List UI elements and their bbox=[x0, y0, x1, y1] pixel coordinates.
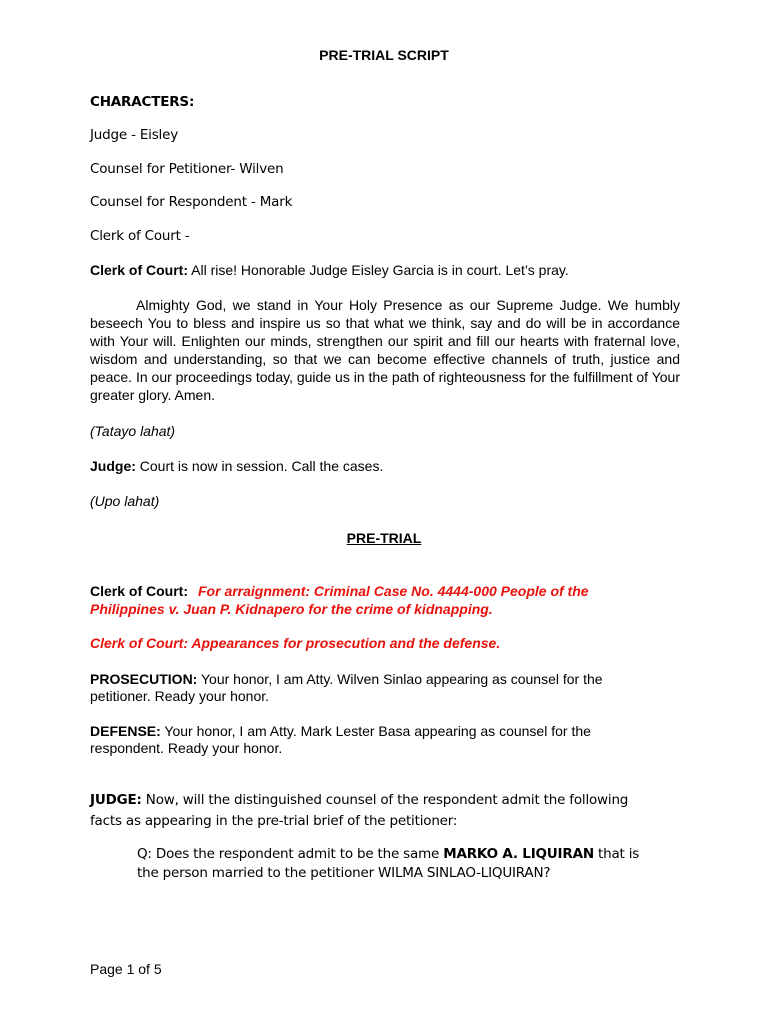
speaker-defense: DEFENSE: bbox=[90, 723, 161, 739]
section-heading-pretrial: PRE-TRIAL bbox=[346, 530, 422, 546]
speaker-prosecution: PROSECUTION: bbox=[90, 671, 198, 687]
speaker-judge: Judge: bbox=[90, 458, 136, 474]
characters-heading: CHARACTERS: bbox=[90, 94, 195, 110]
stage-direction-sit: (Upo lahat) bbox=[90, 493, 160, 509]
prayer-paragraph: Almighty God, we stand in Your Holy Presence as our Supreme Judge. We humbly beseech You to bless and inspire us so that what we think, say and do will be in accordance with Your will. Enlighten our minds, strengthen our spirit and fill our hearts with fraternal love, wisdom and understanding, so that we can become effective channels of truth, justice and peace. In our proceedings today, guide us in the path of righteousness for the fulfillment of Your greater glory. Amen. bbox=[90, 297, 680, 403]
defense-text-1: Your honor, I am Atty. Mark Lester Basa appearing as counsel for the bbox=[160, 723, 591, 739]
prosecution-text-1: Your honor, I am Atty. Wilven Sinlao appearing as counsel for the bbox=[197, 671, 603, 687]
question-text-1b: that is bbox=[593, 846, 640, 862]
respondent-name: MARKO A. LIQUIRAN bbox=[443, 846, 594, 862]
speaker-clerk-arraignment: Clerk of Court: bbox=[90, 583, 188, 599]
defense-line-2: respondent. Ready your honor. bbox=[90, 740, 283, 756]
arraignment-line-1 bbox=[90, 582, 589, 600]
question-line-1 bbox=[137, 845, 639, 863]
judge-open-line bbox=[90, 457, 383, 475]
prosecution-line-2: petitioner. Ready your honor. bbox=[90, 688, 270, 704]
character-clerk: Clerk of Court - bbox=[90, 228, 190, 244]
opening-line bbox=[90, 261, 569, 279]
speaker-clerk: Clerk of Court: bbox=[90, 262, 188, 278]
arraignment-text-1: For arraignment: Criminal Case No. 4444-000 People of the bbox=[198, 583, 589, 599]
character-judge: Judge - Eisley bbox=[90, 127, 178, 143]
stage-direction-stand: (Tatayo lahat) bbox=[90, 423, 176, 439]
judge-admit-text-1: Now, will the distinguished counsel of the respondent admit the following bbox=[141, 792, 629, 808]
question-prefix: Q: bbox=[137, 846, 152, 862]
question-text-1a: Does the respondent admit to be the same bbox=[151, 846, 444, 862]
prosecution-line-1 bbox=[90, 670, 603, 688]
page-footer: Page 1 of 5 bbox=[90, 961, 162, 977]
character-respondent-counsel: Counsel for Respondent - Mark bbox=[90, 194, 293, 210]
opening-text: All rise! Honorable Judge Eisley Garcia is in court. Let’s pray. bbox=[188, 262, 569, 278]
arraignment-line-2: Philippines v. Juan P. Kidnapero for the crime of kidnapping. bbox=[90, 601, 493, 617]
judge-admit-line-1 bbox=[90, 791, 628, 809]
judge-admit-line-2: facts as appearing in the pre-trial brief of the petitioner: bbox=[90, 813, 458, 829]
character-petitioner-counsel: Counsel for Petitioner- Wilven bbox=[90, 161, 284, 177]
page-title: PRE-TRIAL SCRIPT bbox=[319, 47, 449, 63]
appearances-call: Clerk of Court: Appearances for prosecution and the defense. bbox=[90, 635, 501, 651]
judge-open-text: Court is now in session. Call the cases. bbox=[135, 458, 384, 474]
defense-line-1 bbox=[90, 722, 591, 740]
speaker-judge-admit: JUDGE: bbox=[90, 792, 142, 808]
question-line-2: the person married to the petitioner WILMA SINLAO-LIQUIRAN? bbox=[137, 865, 551, 881]
